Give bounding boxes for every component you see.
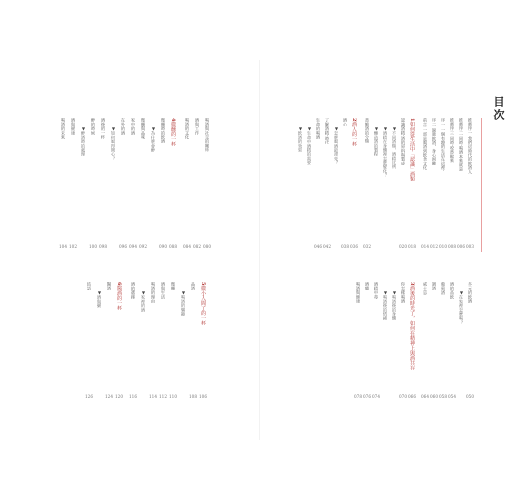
toc-title: 目次 [492,96,505,122]
toc-subentry[interactable] [140,290,146,312]
entry-title: 認識酒精·酒的原料與製成 [401,118,406,166]
toc-entry[interactable] [130,282,136,299]
page-number: 094 [129,244,137,249]
page-number: 064 [421,394,429,399]
page-number: 080 [203,244,211,249]
page-number: 082 [193,244,201,249]
page-number: 106 [199,394,207,399]
part-label: 微醺的一杯 [170,121,176,147]
page-number: 116 [129,394,137,399]
toc-entry[interactable] [431,282,437,290]
toc-entry[interactable] [184,118,190,139]
toc-entry[interactable] [315,118,321,139]
page-number: 054 [448,394,456,399]
page-number: 112 [159,394,167,399]
entry-title: 推薦序三 同時·咬鼻鬆來 [450,118,455,163]
toc-subentry[interactable] [110,126,116,160]
toc-entry[interactable] [60,118,66,139]
toc-entry[interactable] [170,282,176,290]
entry-title: 喝酒的未來 [61,118,66,139]
toc-entry[interactable] [70,118,76,135]
entry-title: 酒與藥 [97,295,102,308]
toc-entry[interactable] [400,282,406,303]
part-label: 醫酒的一杯 [116,285,122,311]
entry-title: 酒與工作 [195,118,200,135]
entry-title: 酒心 [343,118,348,127]
book-gutter [259,60,260,440]
page-number: 066 [408,394,416,399]
entry-title: 結語 [87,282,92,291]
part-number: 5 [200,282,206,286]
page-number: 120 [115,394,123,399]
toc-subentry[interactable] [391,126,397,169]
entry-title: 喝酒的理由 [151,282,156,303]
page-number: 050 [466,394,474,399]
entry-title: 酒精在身體裡怎麼變化？ [383,131,388,178]
toc-subentry[interactable] [306,126,312,165]
page-number: 020 [399,244,407,249]
entry-title: 如何喝得開心？ [111,131,116,161]
toc-entry[interactable] [422,282,428,295]
entry-title: 你怎樣喝酒 [401,282,406,303]
page-number: 102 [69,244,77,249]
toc-entry[interactable] [86,282,92,290]
entry-title: 葡萄酒 [441,282,446,295]
toc-subentry[interactable] [333,126,339,165]
entry-title: 微醺與品味 [141,118,146,139]
toc-subentry[interactable] [150,126,156,152]
toc-entry[interactable] [190,282,196,290]
toc-entry[interactable] [120,118,126,135]
title-rule [481,118,482,252]
bullet-icon: ▼ [334,126,339,131]
toc-entry[interactable] [324,118,330,144]
page-number: 108 [189,394,197,399]
page-number: 100 [89,244,97,249]
entry-title: 微醺時的飲酒 [161,118,166,144]
toc-entry[interactable] [342,118,348,126]
toc-subentry[interactable] [96,290,102,308]
toc-entry[interactable] [422,118,428,170]
toc-entry[interactable] [364,282,370,290]
page-number: 096 [119,244,127,249]
toc-entry[interactable] [100,118,106,139]
page-number: 006 [457,244,465,249]
entry-title: 飲酒的效果 [298,131,303,152]
page-number: 090 [159,244,167,249]
toc-part-heading[interactable] [409,282,415,370]
part-number: 6 [116,282,122,286]
page-number: 114 [149,394,157,399]
page-number: 088 [169,244,177,249]
page-number: 018 [408,244,416,249]
toc-part-heading[interactable] [170,118,176,146]
toc-entry[interactable] [431,118,437,165]
page-number: 058 [439,394,447,399]
entry-title: 酒與生活 [161,282,166,299]
toc-subentry[interactable] [458,290,464,324]
toc-entry[interactable] [355,282,361,303]
entry-title: 為什麼會醉 [151,131,156,152]
toc-part-heading[interactable] [351,118,357,146]
entry-title: 喝酒的樂趣 [181,295,186,316]
toc-entry[interactable] [204,118,210,152]
toc-entry[interactable] [364,118,370,143]
entry-title: 酒癮 [365,282,370,291]
bullet-icon: ▼ [383,290,388,295]
toc-subentry[interactable] [80,126,86,156]
toc-subentry[interactable] [180,290,186,316]
part-number: 1 [409,118,415,122]
toc-entry[interactable] [467,282,473,303]
bullet-icon: ▼ [392,126,397,131]
toc-subentry[interactable] [391,290,397,320]
page-number: 010 [439,244,447,249]
toc-entry[interactable] [449,118,455,163]
toc-entry[interactable] [150,282,156,303]
bullet-icon: ▼ [298,126,303,131]
page-number: 014 [421,244,429,249]
toc-entry[interactable] [373,282,379,299]
bullet-icon: ▼ [181,290,186,295]
page-number: 126 [85,394,93,399]
entry-title: 威士忌 [423,282,428,295]
part-number: 3 [409,282,415,286]
entry-title: 醉的時候 [91,118,96,135]
entry-title: 蒸餾酒的分類 [365,118,370,144]
entry-title: 喝酒的文化 [185,118,190,139]
entry-title: 釀造酒的製程 [374,131,379,157]
bullet-icon: ▼ [459,290,464,295]
toc-subentry[interactable] [382,126,388,177]
entry-title: 品酒 [191,282,196,291]
part-label: 酒後的時光了，如何在精神上與酒共存 [409,285,415,371]
part-label: 酒人的一杯 [351,121,357,147]
page-number: 078 [354,394,362,399]
entry-title: 微醺 [171,282,176,291]
bullet-icon: ▼ [307,126,312,131]
toc-entry[interactable] [467,118,473,174]
bullet-icon: ▼ [81,126,86,131]
page-number: 124 [105,394,113,399]
entry-title: 調酒 [432,282,437,291]
toc-entry[interactable] [160,282,166,299]
entry-title: 不同酒類，酒精比例 [392,131,397,169]
toc-subentry[interactable] [297,126,303,152]
bullet-icon: ▼ [151,126,156,131]
page-number: 036 [350,244,358,249]
page-number: 042 [323,244,331,249]
entry-title: 醫酒 [107,282,112,291]
toc-entry[interactable] [440,118,446,171]
entry-title: 在外的酒 [121,118,126,135]
bullet-icon: ▼ [97,290,102,295]
entry-title: 推薦序一 我們這時代的飲酒人 [468,118,473,174]
page-number: 038 [341,244,349,249]
entry-title: 酒後的一杯 [101,118,106,139]
toc-entry[interactable] [194,118,200,135]
bullet-icon: ▼ [111,126,116,131]
page-number: 110 [169,394,177,399]
entry-title: 家裡的酒 [141,295,146,312]
bullet-icon: ▼ [141,290,146,295]
part-label: 如何從生活中「認識」酒類 [409,121,415,182]
toc-entry[interactable] [160,118,166,143]
bullet-icon: ▼ [374,126,379,131]
entry-title: 喝酒後的情緒 [383,295,388,321]
page-number: 098 [99,244,107,249]
entry-title: 酒與健康 [71,118,76,135]
entry-title: 序二 過量飲酒，身心困難 [432,118,437,166]
entry-title: 喝酒後的身體 [392,295,397,321]
page-number: 046 [314,244,322,249]
toc-entry[interactable] [140,118,146,139]
toc-part-heading[interactable] [409,118,415,181]
part-number: 4 [170,118,176,122]
entry-title: 酒精中毒 [374,282,379,299]
bullet-icon: ▼ [383,126,388,131]
entry-title: 醉酒時的處理 [81,131,86,157]
entry-title: 怎麼喝酒最漂亮？ [334,131,339,165]
entry-title: 前言 一部是喝酒到飲食文化 [423,118,428,170]
page-number: 060 [430,394,438,399]
toc-entry[interactable] [400,118,406,165]
page-number: 070 [399,394,407,399]
entry-title: 喝酒與社交的關係 [205,118,210,152]
toc-part-heading[interactable] [200,282,206,325]
page-number: 008 [448,244,456,249]
page-number: 003 [466,244,474,249]
part-number: 2 [351,118,357,122]
entry-title: 喝酒與健康 [356,282,361,303]
page-number: 074 [372,394,380,399]
entry-title: 生命的喝酒 [316,118,321,139]
entry-title: 序一 一個有趣的生活在這裡· [441,118,446,171]
entry-title: 家中的酒 [131,118,136,135]
toc-subentry[interactable] [373,126,379,156]
toc-entry[interactable] [449,282,455,299]
page-number: 012 [430,244,438,249]
page-number: 084 [183,244,191,249]
toc-entry[interactable] [440,282,446,295]
entry-title: 了解酒精·時代 [325,118,330,145]
toc-entry[interactable] [90,118,96,135]
entry-title: 推薦序二 同時·喝酒本來就是 [459,118,464,171]
page-number: 076 [363,394,371,399]
entry-title: 在家裡怎麼喝？ [459,295,464,325]
toc-entry[interactable] [458,118,464,171]
page-number: 032 [363,244,371,249]
page-number: 092 [139,244,147,249]
entry-title: 酒的品飲 [450,282,455,299]
entry-title: 生命中酒精的需要 [307,131,312,165]
bullet-icon: ▼ [392,290,397,295]
part-label: 微小人間了的一杯 [200,285,206,326]
entry-title: 多元的飲酒 [468,282,473,303]
toc-subentry[interactable] [382,290,388,320]
entry-title: 酒的選擇 [131,282,136,299]
toc-entry[interactable] [106,282,112,290]
page-number: 104 [59,244,67,249]
toc-part-heading[interactable] [116,282,122,310]
toc-entry[interactable] [130,118,136,135]
